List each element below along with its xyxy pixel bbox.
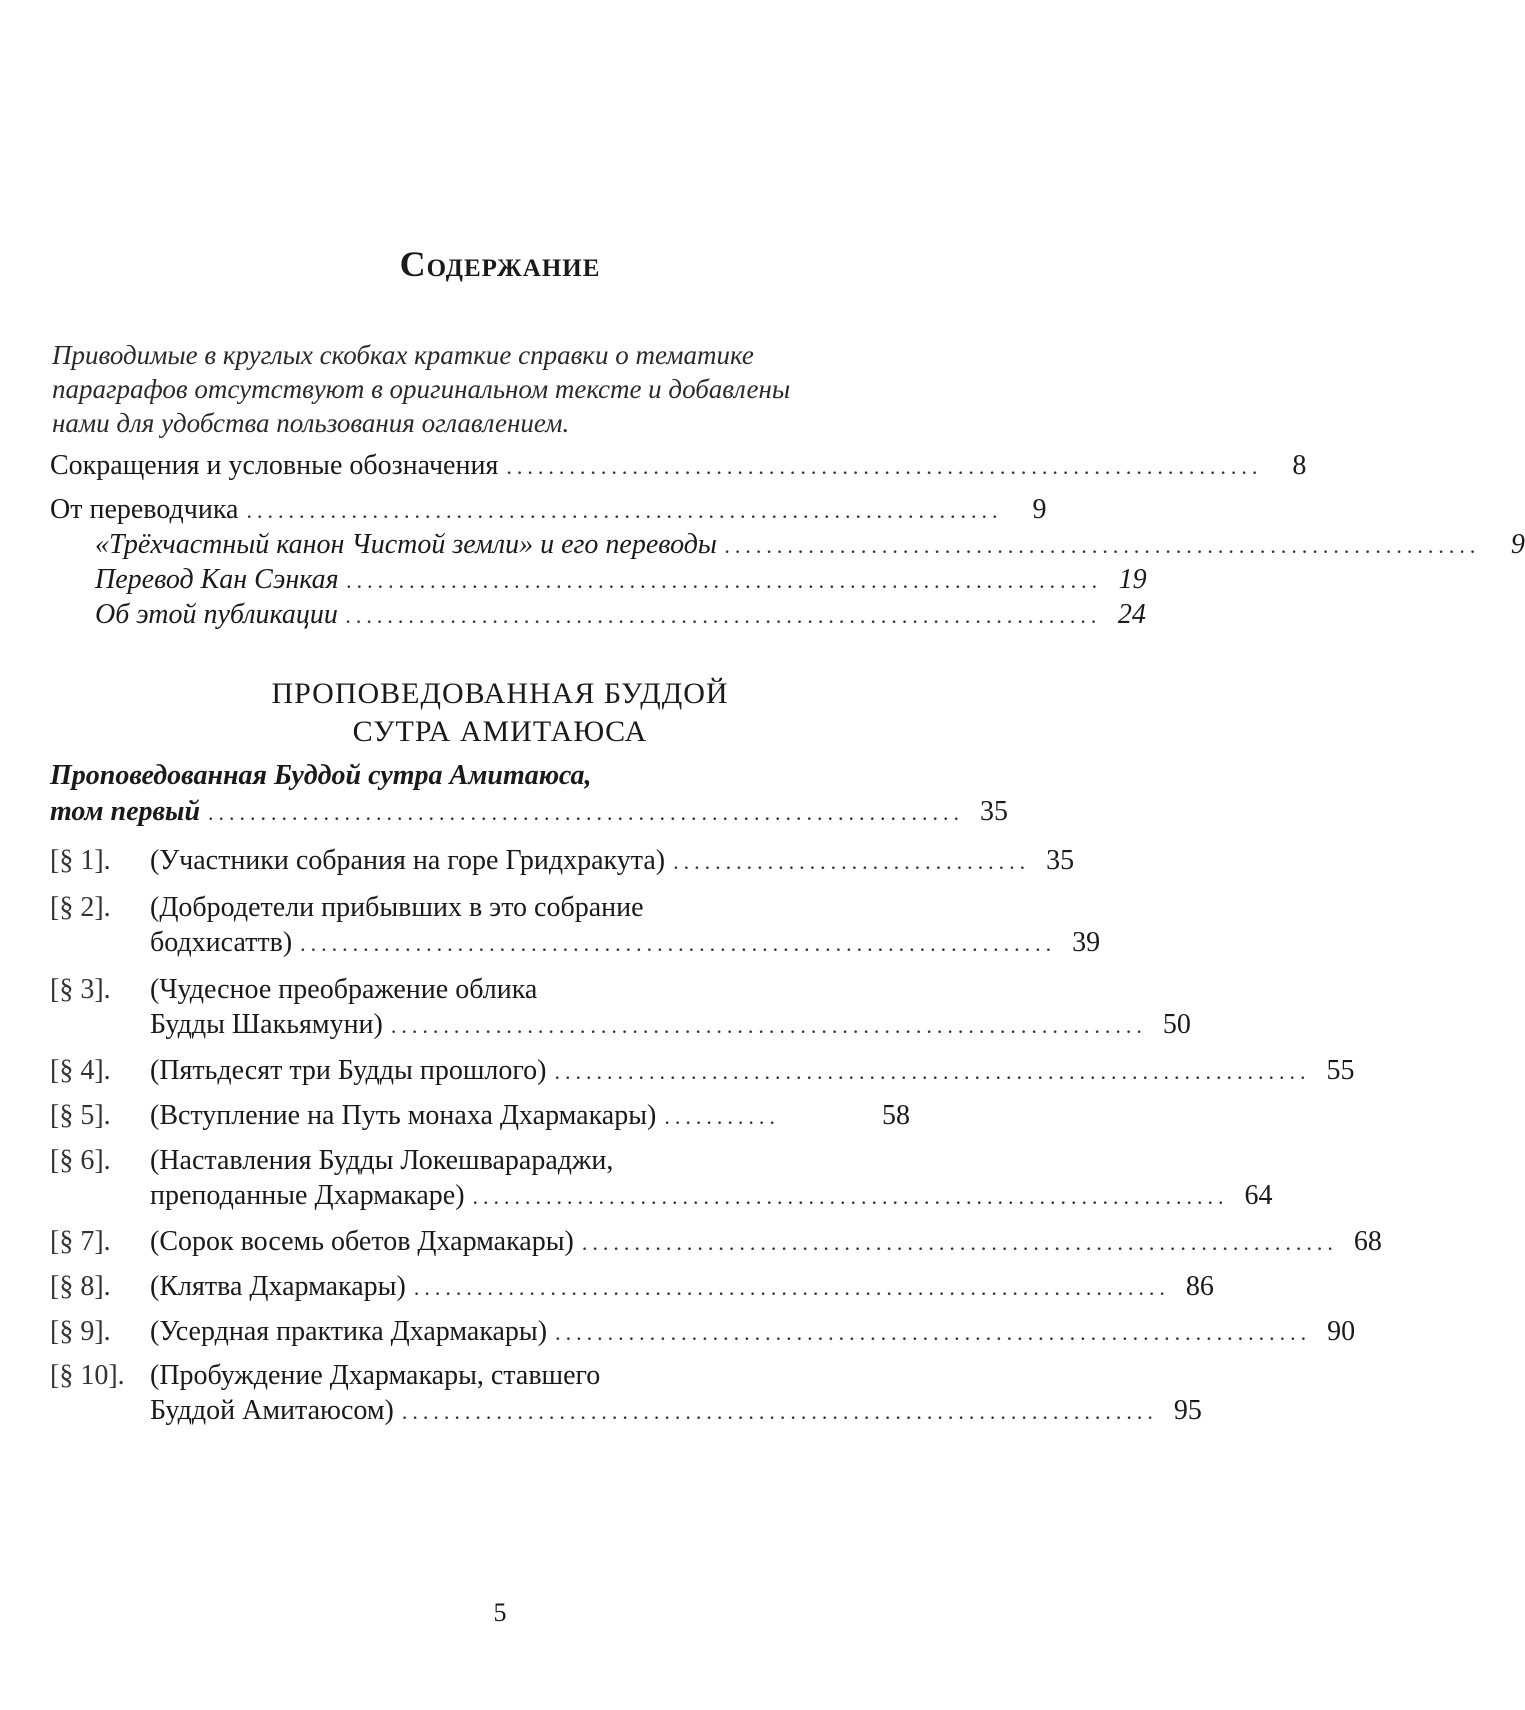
toc-page: 9: [1510, 529, 1525, 560]
toc-entry-abbreviations[interactable]: [50, 450, 1307, 490]
entry-line: [150, 1145, 910, 1185]
toc-subentry[interactable]: [95, 599, 1146, 639]
note-line: параграфов отсутствуют в оригинальном тексте и добавлены: [52, 374, 791, 404]
page-title: Содержание: [399, 244, 601, 284]
toc-page: 68: [1353, 1226, 1382, 1257]
entry-text: преподанные Дхармакаре): [150, 1180, 465, 1211]
leader-dots: ........................................................................: [300, 931, 1057, 956]
entry-text: (Клятва Дхармакары): [150, 1271, 406, 1302]
toc-page: 86: [1185, 1271, 1214, 1302]
entry-text: Будды Шакьямуни): [150, 1009, 383, 1040]
entry-line: [150, 1100, 910, 1140]
section-number: [§ 7].: [50, 1226, 111, 1257]
leader-dots: ........................................................................: [401, 1399, 1158, 1424]
leader-dots: ........................................................................: [555, 1320, 1312, 1345]
leader-dots: ........................................................................: [208, 800, 965, 825]
page-number: 5: [493, 1598, 507, 1627]
section-number: [§ 10].: [50, 1360, 125, 1391]
section-number: [§ 1].: [50, 845, 111, 876]
toc-label: Перевод Кан Сэнкая: [95, 564, 339, 595]
entry-text: бодхисаттв): [150, 927, 293, 958]
leader-dots: ........................................................................: [472, 1184, 1229, 1209]
leader-dots: ........................................................................: [390, 1013, 1147, 1038]
section-number: [§ 9].: [50, 1316, 111, 1347]
toc-page: 58: [882, 1100, 910, 1131]
entry-line: [150, 1226, 1382, 1266]
toc-page: 64: [1244, 1180, 1273, 1211]
leader-dots: ........................................................................: [581, 1230, 1338, 1255]
entry-text: (Наставления Будды Локешварараджи,: [150, 1145, 614, 1176]
leader-dots: ........................................................................: [724, 533, 1481, 558]
toc-subentry[interactable]: [95, 564, 1147, 604]
entry-line: [150, 1055, 1355, 1095]
toc-page: 35: [1046, 845, 1075, 876]
volume-heading: [50, 760, 910, 800]
toc-page: 24: [1117, 599, 1146, 630]
entry-text: (Участники собрания на горе Гридхракута): [150, 845, 666, 876]
toc-page: 90: [1327, 1316, 1356, 1347]
toc-page: 8: [1292, 450, 1307, 481]
section-number: [§ 6].: [50, 1145, 111, 1176]
section-heading-line: СУТРА АМИТАЮСА: [352, 715, 648, 748]
entry-line: [150, 1180, 1273, 1220]
entry-text: (Пробуждение Дхармакары, ставшего: [150, 1360, 601, 1391]
section-number: [§ 8].: [50, 1271, 111, 1302]
entry-line: [150, 845, 1075, 885]
toc-subentry[interactable]: [95, 529, 1525, 569]
leader-dots: ........................................................................: [346, 568, 1103, 593]
toc-page: 50: [1162, 1009, 1191, 1040]
leader-dots: ........................................................................: [554, 1059, 1311, 1084]
entry-line: [150, 1009, 1191, 1049]
entry-line: [150, 974, 910, 1014]
toc-entry-volume[interactable]: [50, 796, 1009, 836]
entry-line: [150, 1316, 1356, 1356]
entry-line: [150, 1360, 910, 1400]
volume-title: Проповедованная Буддой сутра Амитаюса,: [50, 760, 592, 791]
note-line: Приводимые в круглых скобках краткие справки о тематике: [52, 340, 754, 370]
entry-text: (Чудесное преображение облика: [150, 974, 538, 1005]
section-number: [§ 4].: [50, 1055, 111, 1086]
entry-text: (Вступление на Путь монаха Дхармакары): [150, 1100, 657, 1131]
leader-dots: ...........: [664, 1104, 780, 1129]
section-number: [§ 3].: [50, 974, 111, 1005]
entry-text: Буддой Амитаюсом): [150, 1395, 394, 1426]
toc-label: «Трёхчастный канон Чистой земли» и его переводы: [95, 529, 717, 560]
toc-page: 39: [1072, 927, 1101, 958]
leader-dots: ..................................: [673, 849, 1031, 874]
leader-dots: ........................................................................: [506, 454, 1263, 479]
entry-line: [150, 1395, 1202, 1435]
entry-text: (Сорок восемь обетов Дхармакары): [150, 1226, 574, 1257]
toc-label: Сокращения и условные обозначения: [50, 450, 499, 481]
volume-subtitle: том первый: [50, 796, 201, 827]
section-heading-line: ПРОПОВЕДОВАННАЯ БУДДОЙ: [271, 677, 729, 710]
leader-dots: ........................................................................: [246, 498, 1003, 523]
toc-label: От переводчика: [50, 494, 239, 525]
entry-line: [150, 927, 1101, 967]
toc-page: 55: [1326, 1055, 1355, 1086]
toc-page: 35: [980, 796, 1009, 827]
entry-text: (Пятьдесят три Будды прошлого): [150, 1055, 547, 1086]
toc-entry-translator[interactable]: [50, 494, 1047, 534]
editorial-note: [52, 338, 932, 440]
toc-page: 19: [1118, 564, 1147, 595]
section-number: [§ 5].: [50, 1100, 111, 1131]
leader-dots: ........................................................................: [345, 603, 1102, 628]
toc-label: Об этой публикации: [95, 599, 338, 630]
toc-page: 9: [1032, 494, 1047, 525]
leader-dots: ........................................................................: [413, 1275, 1170, 1300]
entry-text: (Усердная практика Дхармакары): [150, 1316, 548, 1347]
entry-text: (Добродетели прибывших в это собрание: [150, 892, 644, 923]
section-number: [§ 2].: [50, 892, 111, 923]
toc-page: 95: [1173, 1395, 1202, 1426]
note-line: нами для удобства пользования оглавлением.: [52, 408, 570, 438]
entry-line: [150, 892, 910, 932]
entry-line: [150, 1271, 1214, 1311]
